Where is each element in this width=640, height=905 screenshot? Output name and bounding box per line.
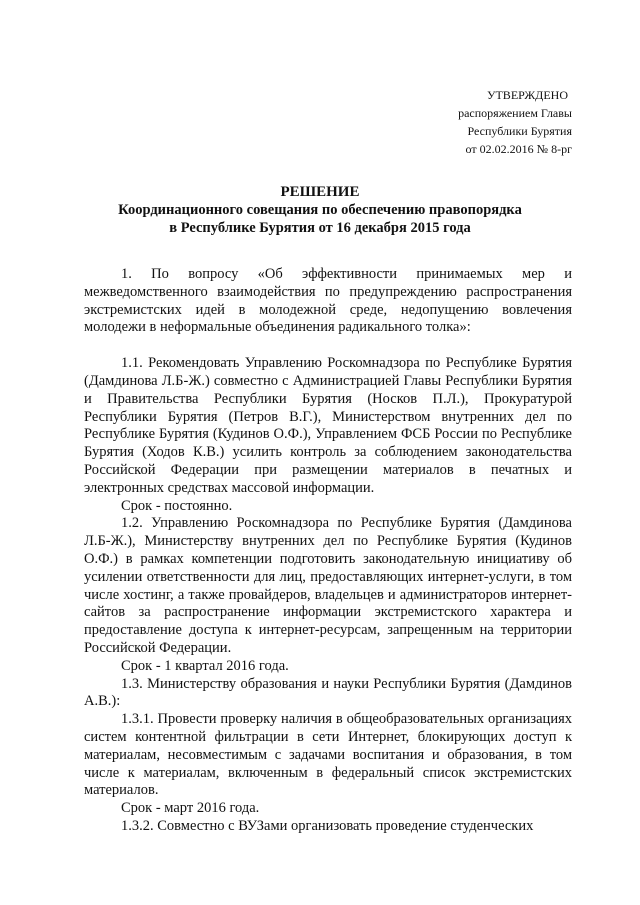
document-heading xyxy=(70,183,570,237)
approval-stamp xyxy=(360,86,572,158)
deadline-text: Срок - март 2016 года. xyxy=(121,800,260,817)
document-title: РЕШЕНИЕ xyxy=(280,184,360,200)
approval-line: распоряжением Главы xyxy=(458,106,572,120)
paragraph-item-1-1: 1.1. Рекомендовать Управлению Роскомнадзора по Республике Бурятия (Дамдинова Л.Б-Ж.) совместно с Администрацией Главы Республики Бурятия и Правительства Республики Бурятия (Носков П.Л.), Прокуратурой Республики Бурятия (Петров В.Г.), Министерством внутренних дел по Республике Бурятия (Кудинов О.Ф.), Управлением ФСБ России по Республике Бурятия (Ходов К.В.) усилить контроль за соблюдением законодательства Российской Федерации при размещении материалов в печатных и электронных средствах массовой информации. xyxy=(84,355,572,496)
paragraph-item-1: 1. По вопросу «Об эффективности принимаемых мер и межведомственного взаимодействия по предупреждению распространения экстремистских идей в молодежной среде, недопущению вовлечения молодежи в неформальные объединения радикального толка»: xyxy=(84,266,572,336)
approval-line: Республики Бурятия xyxy=(467,124,572,138)
document-subtitle: Координационного совещания по обеспечению правопорядка xyxy=(118,202,522,218)
paragraph-item-1-2: 1.2. Управлению Роскомнадзора по Республике Бурятия (Дамдинова Л.Б-Ж.), Министерству внутренних дел по Республике Бурятия (Кудинов О.Ф.) в рамках компетенции подготовить законодательную инициативу об усилении ответственности для лиц, предоставляющих интернет-услуги, в том числе хостинг, а также провайдеров, владельцев и администраторов интернет-сайтов за распространение информации экстремистского характера и предоставление доступа к интернет-ресурсам, запрещенным на территории Российской Федерации. xyxy=(84,515,572,656)
paragraph-item-1-3-1: 1.3.1. Провести проверку наличия в общеобразовательных организациях систем контентной фильтрации в сети Интернет, блокирующих доступ к материалам, несовместимым с задачами воспитания и образования, в том числе к материалам, включенным в федеральный список экстремистских материалов. xyxy=(84,711,572,799)
paragraph-item-1-3: 1.3. Министерству образования и науки Республики Бурятия (Дамдинов А.В.): xyxy=(84,675,572,710)
document-subtitle: в Республике Бурятия от 16 декабря 2015 года xyxy=(169,220,471,236)
deadline-text: Срок - постоянно. xyxy=(121,497,233,514)
deadline-text: Срок - 1 квартал 2016 года. xyxy=(121,657,289,674)
paragraph-item-1-3-2: 1.3.2. Совместно с ВУЗами организовать проведение студенческих xyxy=(121,817,534,834)
document-body xyxy=(84,266,572,836)
approval-title: УТВЕРЖДЕНО xyxy=(486,88,568,102)
paragraph-gap xyxy=(84,337,572,355)
approval-date: от 02.02.2016 № 8-рг xyxy=(465,142,572,156)
